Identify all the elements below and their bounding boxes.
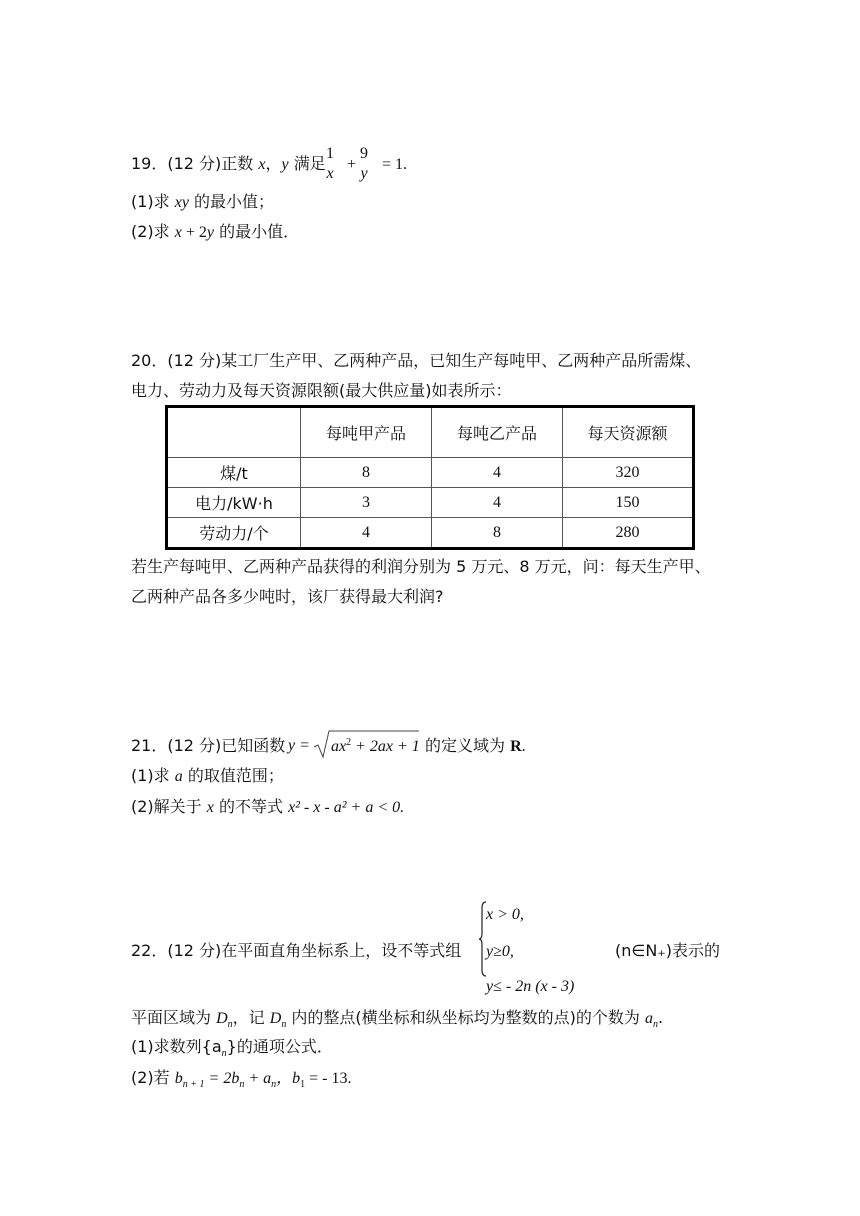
q22-lead: 22．(12 分)在平面直角坐标系上，设不等式组 (131, 941, 462, 960)
table-cell: 3 (301, 488, 432, 518)
q19-p2-mid: + 2 (181, 224, 207, 241)
q21-p2-mid: 的不等式 (213, 797, 289, 816)
q22-part1 (131, 1037, 333, 1060)
q22-condition: (n∈N₊)表示的 (615, 941, 720, 960)
radicand-sup: 2 (346, 737, 352, 748)
frac2-denominator: y (360, 165, 368, 182)
table-header-cell: 每天资源额 (563, 407, 694, 458)
q21-y-eq: y = (288, 737, 310, 754)
q22-l2b: ，记 (232, 1008, 270, 1027)
table-cell: 煤/t (167, 458, 301, 488)
q22-p2-s3: n (271, 1079, 277, 1090)
q22-l2a: 平面区域为 (131, 1008, 217, 1027)
q20-line2: 电力、劳动力及每天资源限额(最大供应量)如表所示： (131, 381, 512, 400)
table-header-cell (167, 407, 301, 458)
q21-radicand (331, 736, 420, 759)
D-symbol-2: D (269, 1010, 282, 1027)
equals-one: = 1. (382, 156, 408, 173)
radicand-rest: + 2ax + 1 (351, 738, 420, 755)
real-set-R: R (510, 738, 522, 755)
q19-p2-y: y (206, 224, 215, 241)
frac1-denominator: x (326, 165, 334, 182)
q20-line3: 若生产每吨甲、乙两种产品获得的利润分别为 5 万元、8 万元，问：每天生产甲、 (131, 557, 711, 576)
table-row (167, 458, 694, 488)
q22-p2-tail: = - 13. (305, 1070, 352, 1087)
q22-p2-b: b (174, 1070, 183, 1087)
table-cell: 劳动力/个 (167, 518, 301, 549)
q21-part2 (131, 797, 404, 818)
table-header-cell: 每吨乙产品 (432, 407, 563, 458)
table-cell: 4 (432, 488, 563, 518)
table-cell: 4 (432, 458, 563, 488)
q19-part2 (131, 222, 299, 243)
system-line-1: x > 0, (486, 906, 524, 923)
q22-p1: (1)求数列{a (131, 1037, 222, 1056)
q21-p1-post: 的取值范围； (182, 766, 284, 785)
q22-p2-pre: (2)若 (131, 1068, 175, 1087)
fraction-9-over-y (360, 145, 368, 183)
q19-line (131, 154, 326, 175)
q22-part2 (131, 1068, 351, 1091)
table-header-cell: 每吨甲产品 (301, 407, 432, 458)
a-symbol: a (644, 1010, 653, 1027)
q22-p2-s4: 1 (300, 1079, 306, 1090)
plus-sign: + (347, 156, 357, 173)
D-subscript: n (227, 1019, 233, 1030)
q19-part1 (131, 192, 274, 213)
q21-p2-var: x (206, 799, 214, 816)
comma: ， (265, 154, 282, 173)
q22-l2c: 内的整点(横坐标和纵坐标均为整数的点)的个数为 (286, 1008, 645, 1027)
q21-tail (425, 736, 526, 757)
D-symbol: D (216, 1010, 228, 1027)
q22-l2-end: . (657, 1008, 664, 1027)
q22-p2-s2: n (239, 1079, 245, 1090)
a-subscript: n (652, 1019, 658, 1030)
q22-p2-s1: n + 1 (182, 1079, 205, 1090)
fraction-1-over-x (326, 145, 334, 183)
table-row (167, 488, 694, 518)
q22-line2 (131, 1008, 663, 1031)
q21-tail-text: 的定义域为 (425, 736, 511, 755)
frac2-numerator: 9 (360, 145, 368, 162)
resource-table (165, 405, 695, 550)
table-cell: 电力/kW·h (167, 488, 301, 518)
var-x: x (258, 156, 266, 173)
table-cell: 8 (301, 458, 432, 488)
D-subscript-2: n (281, 1019, 287, 1030)
radicand-a: ax (331, 738, 347, 755)
q20-line1: 20．(12 分)某工厂生产甲、乙两种产品，已知生产每吨甲、乙两种产品所需煤、 (131, 351, 702, 370)
var-y: y (281, 156, 289, 173)
system-line-3: y≤ - 2n (x - 3) (486, 978, 575, 995)
q19-lead: 19．(12 分)正数 (131, 154, 259, 173)
q21-period: . (521, 738, 526, 755)
q19-p2-pre: (2)求 (131, 222, 175, 241)
q19-p1-expr: xy (174, 194, 189, 211)
q20-line4: 乙两种产品各多少吨时，该厂获得最大利润? (131, 587, 444, 606)
q22-p2-eq: = 2b (204, 1070, 240, 1087)
q21-p1-var: a (174, 768, 183, 785)
frac1-numerator: 1 (326, 145, 334, 162)
q21-lead: 21．(12 分)已知函数 (131, 736, 286, 755)
q19-p1-pre: (1)求 (131, 192, 175, 211)
q22-p2-comma: ，b (276, 1070, 301, 1087)
q21-part1 (131, 766, 284, 787)
table-cell: 150 (563, 488, 694, 518)
q21-line (131, 736, 285, 756)
table-header-row (167, 407, 694, 458)
table-cell: 8 (432, 518, 563, 549)
q19-satisfies: 满足 (288, 154, 326, 173)
q21-p2-pre: (2)解关于 (131, 797, 207, 816)
q21-p1-pre: (1)求 (131, 766, 175, 785)
q19-p2-post: 的最小值． (214, 222, 300, 241)
q21-p2-expr: x² - x - a² + a < 0. (288, 799, 405, 816)
table-cell: 320 (563, 458, 694, 488)
system-line-2: y≥0, (486, 943, 514, 960)
table-cell: 280 (563, 518, 694, 549)
table-cell: 4 (301, 518, 432, 549)
q22-p1-sub: n (221, 1048, 227, 1059)
q19-p2-x: x (174, 224, 182, 241)
q22-p2-plus: + a (244, 1070, 272, 1087)
table-row (167, 518, 694, 549)
q19-p1-post: 的最小值； (188, 192, 275, 211)
q22-p1-post: }的通项公式． (226, 1037, 333, 1056)
